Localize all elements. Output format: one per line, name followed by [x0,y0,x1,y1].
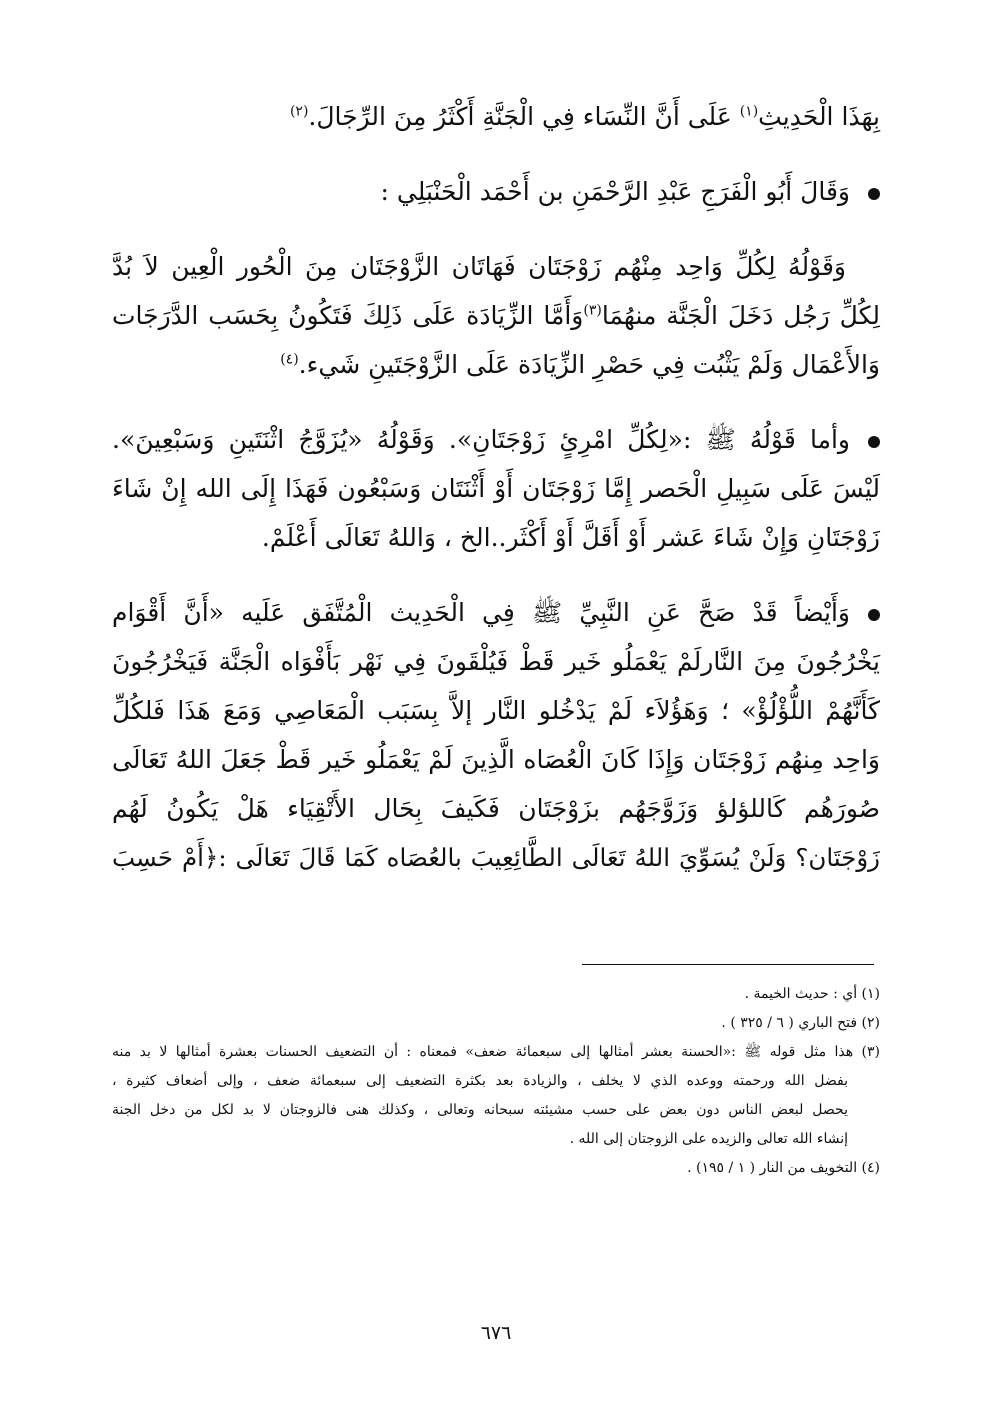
text-line: يَخْرُجُونَ مِنَ النَّارلَمْ يَعْمَلُو خَير قَطْ فَيُلْقَونَ فِي نَهْر بَأَفْوَاه الْجَنَّة فَيَخْرُجُونَ [112,647,880,676]
footnote-marker[interactable]: (٤) [280,351,299,368]
text-line [112,92,880,141]
footnote-4: (٤) التخويف من النار ( ١ / ١٩٥) . [687,1160,880,1176]
footnote-divider [582,964,874,965]
page-number: ٦٧٦ [480,1322,512,1344]
bullet-icon [868,609,880,621]
text-line: وَقَوْلُهُ لِكُلِّ وَاحِد مِنْهُم زَوْجَتَان فَهَاتَان الزَّوْجَتَان مِنَ الْحُور الْعِين لاَ بُدَّ [112,252,846,281]
text-segment: وأما قَوْلُهُ ﷺ :«لِكُلِّ امْرِئٍ زَوْجَتَانِ». وَقَوْلُهُ «يُزَوَّجُ اثْنَتَينِ وَسَبْعِينَ». [112,425,850,454]
footnote-marker[interactable]: (٣) [583,302,602,319]
footnote-2: (٢) فتح الباري ( ٦ / ٣٢٥ ) . [721,1015,880,1031]
text-line: زَوْجَتَان؟ وَلَنْ يُسَوِّيَ اللهُ تَعَالَى الطَّائِعِيبَ بالعُصَاه كَمَا قَالَ تَعَالَى :﴿أَمْ حَسِبَ [112,843,880,872]
bullet-line [112,167,880,216]
bullet-line [112,415,880,464]
text-segment: لِكُلِّ رَجُل دَخَلَ الْجَنَّة منهُمَا [601,301,880,330]
footnote-3-cont: بفضل الله ورحمته ووعده الذي لا يخلف ، والزيادة بعد بكثرة التضعيف إلى سبعمائة ضعف ، وإلى أضعاف كثيرة ، [112,1073,848,1089]
footnote-3-cont: يحصل لبعض الناس دون بعض على حسب مشيئته سبحانه وتعالى ، وكذلك هنى فالزوجتان لا بد لكل من دخل الجنة [112,1102,848,1118]
text-line: صُورَهُم كَاللؤلؤ وَزَوَّجَهُم بزَوْجَتَان فَكَيفَ بِحَال الأَتْقِيَاء هَلْ يَكُونُ لَهُم [112,794,880,823]
text-segment: بِهَذَا الْحَدِيثِ [758,102,880,131]
text-line [112,340,880,389]
text-segment: وَأَيْضاً قَدْ صَحَّ عَنِ النَّبِيِّ ﷺ فِي الْحَدِيث الْمُتَّفَق عَلَيه «أَنَّ أَقْوَام [112,598,850,627]
text-segment: وَالأَعْمَال وَلَمْ يَثْبُت فِي حَصْرِ الزِّيَادَة عَلَى الزَّوْجَتَينِ شَيء. [298,350,880,379]
text-line: كَأَنَّهُمْ اللُّؤْلُؤْ» ؛ وَهَؤُلاَء لَمْ يَدْخُلو النَّار إلاَّ بِسَبَب الْمَعَاصِي وَمَعَ هَذَا فَلكُلِّ [112,696,880,725]
footnote-3: (٣) هذا مثل قوله ﷺ :«الحسنة بعشر أمثالها إلى سبعمائة ضعف» فمعناه : أن التضعيف الحسنات بعشرة أمثالها لا بد منه [112,1044,880,1060]
text-segment: وَأَمَّا الزِّيَادَة عَلَى ذَلِكَ فَتَكُونُ بِحَسَب الدَّرَجَات [112,301,584,330]
text-line: لَيْسَ عَلَى سَبِيلِ الْحَصر إِمَّا زَوْجَتَان أَوْ أَثْنَتَان وَسَبْعُون فَهَذَا إِلَى الله إِنْ شَاءَ [112,474,880,503]
bullet-line [112,588,880,637]
footnote-3-cont: إنشاء الله تعالى والزيده على الزوجتان إلى الله . [569,1131,848,1147]
footnote-marker[interactable]: (٢) [289,103,309,120]
main-text [112,92,880,882]
text-line [112,291,880,340]
text-segment: وَقَالَ أَبُو الْفَرَجِ عَبْدِ الرَّحْمَنِ بن أَحْمَد الْحَنْبَلِي : [380,177,850,206]
bullet-icon [868,436,880,448]
text-segment: عَلَى أَنَّ النِّسَاء فِي الْجَنَّةِ أَكْثَرُ مِنَ الرِّجَالَ. [308,102,740,131]
bullet-icon [868,188,880,200]
text-line: زَوْجَتَانِ وَإِنْ شَاءَ عَشر أَوْ أَقَلَّ أَوْ أَكْثَر..الخ ، وَاللهُ تَعَالَى أَعْلَمْ. [261,523,880,552]
text-line: وَاحِد مِنهُم زَوْجَتَان وَإِذَا كَانَ الْعُصَاه الَّذِينَ لَمْ يَعْمَلُو خَير قَطْ جَعَلَ اللهُ تَعَالَى [112,745,880,774]
footnote-1: (١) أي : حديث الخيمة . [744,986,880,1002]
footnote-marker[interactable]: (١) [739,103,759,120]
footnotes [112,980,880,1183]
